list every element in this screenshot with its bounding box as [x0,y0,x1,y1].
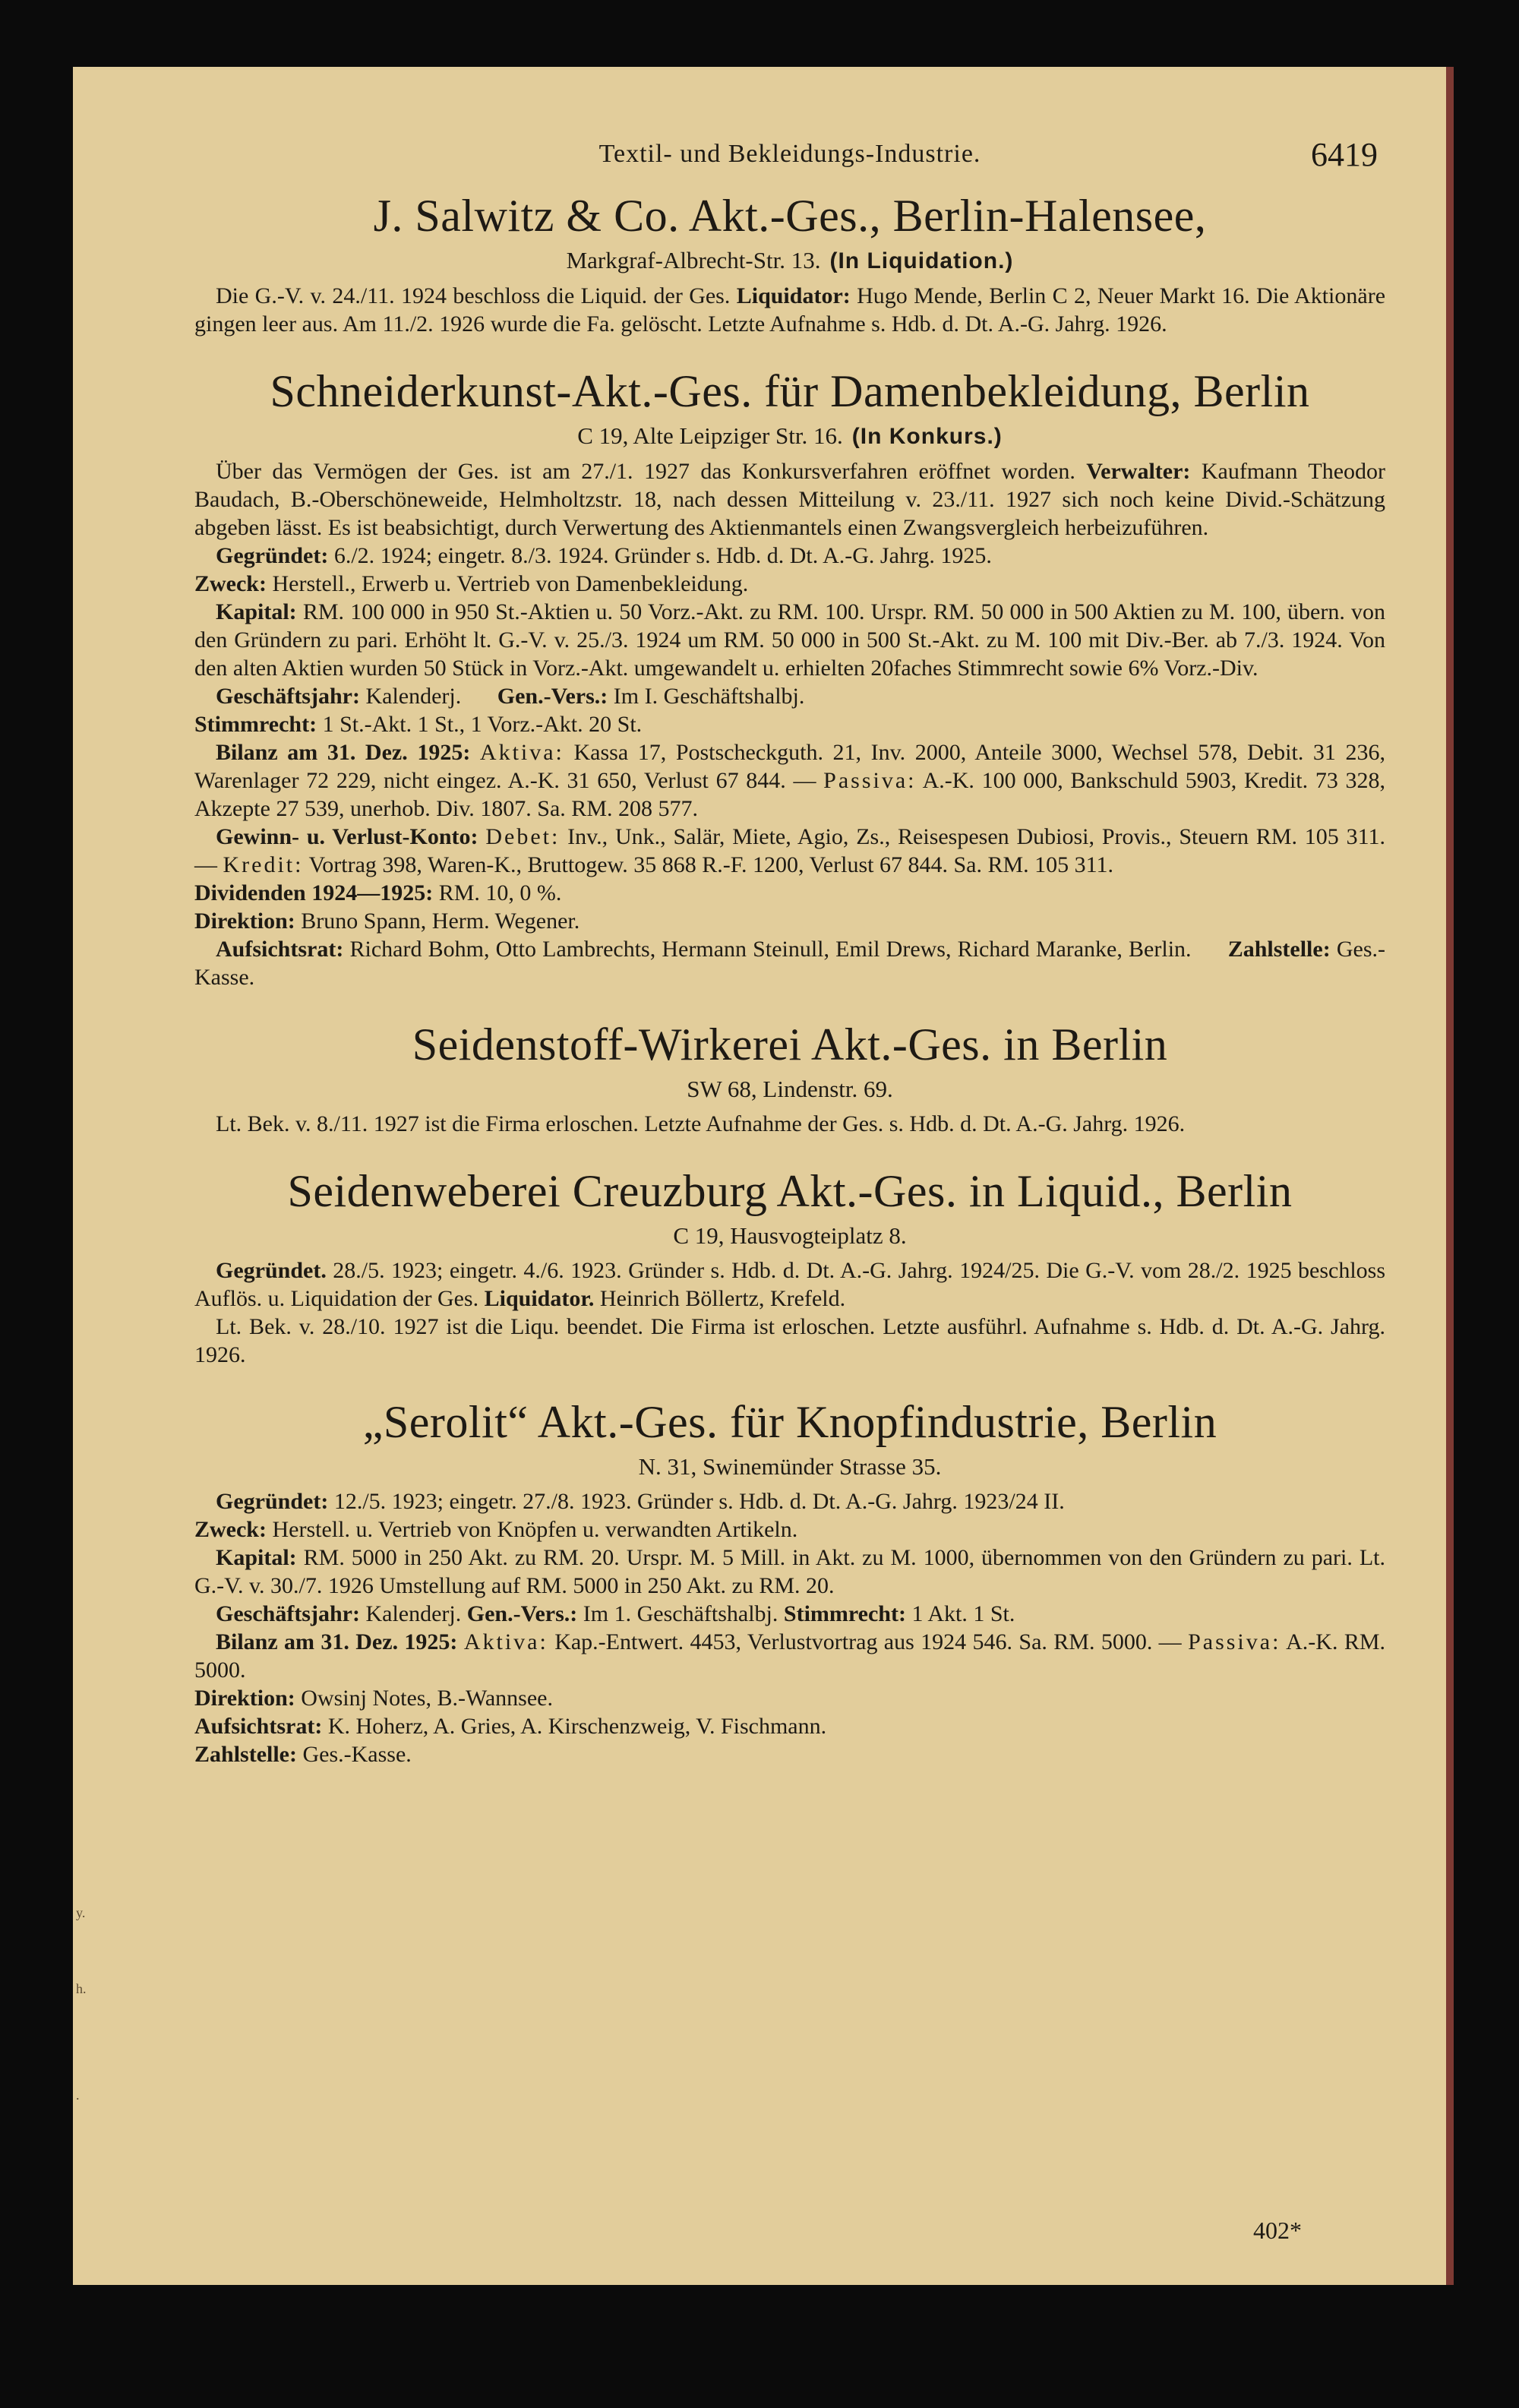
company-address-line [194,245,1385,277]
entry-paragraph [194,282,1385,338]
company-title: „Serolit“ Akt.-Ges. für Knopfindustrie, Berlin [362,1397,1217,1447]
company-address: C 19, Hausvogteiplatz 8. [673,1222,907,1249]
field-label: Gegründet: [216,543,329,568]
company-entry-salwitz [194,188,1385,338]
field-value: Ges.-Kasse. [194,937,1386,990]
field-label: Geschäftsjahr: [216,1601,360,1626]
field-label: Liquidator. [484,1286,595,1311]
company-entry-creuzburg [194,1164,1385,1369]
company-address: N. 31, Swinemünder Strasse 35. [638,1453,942,1480]
field-label: Zweck: [194,571,267,596]
paragraph-text: Über das Vermögen der Ges. ist am 27./1. 1927 das Konkursverfahren eröffnet worden. [216,459,1075,484]
entry-paragraph: Lt. Bek. v. 28./10. 1927 ist die Liqu. beendet. Die Firma ist erloschen. Letzte ausführl. Aufnahme s. Hdb. d. Dt. A.-G. Jahrg. 1926. [194,1314,1385,1367]
field-label: Zahlstelle: [1227,937,1331,962]
field-label: Gewinn- u. Verlust-Konto: [216,824,478,849]
field-label: Aufsichtsrat: [194,1714,323,1739]
field-value: Herstell. u. Vertrieb von Knöpfen u. verwandten Artikeln. [272,1517,798,1542]
field-value: Heinrich Böllertz, Krefeld. [599,1286,846,1311]
field-value: Kalenderj. [365,1601,462,1626]
field-label: Gegründet: [216,1489,329,1514]
company-title: Seidenweberei Creuzburg Akt.-Ges. in Liquid., Berlin [287,1166,1293,1216]
field-founded [194,1487,1385,1544]
status-note: (In Liquidation.) [829,248,1014,273]
field-label: Direktion: [194,1686,295,1711]
field-value: Im 1. Geschäftshalbj. [583,1601,778,1626]
company-address: SW 68, Lindenstr. 69. [687,1076,893,1102]
field-value: 28./5. 1923; eingetr. 4./6. 1923. Gründer s. Hdb. d. Dt. A.-G. Jahrg. 1924/25. Die G.-V. vom 28./2. 1925 beschloss Auflös. u. Liquidation der Ges. [194,1258,1386,1311]
field-value: K. Hoherz, A. Gries, A. Kirschenzweig, V. Fischmann. [327,1714,827,1739]
company-title: Schneiderkunst-Akt.-Ges. für Damenbekleidung, Berlin [270,366,1310,416]
field-label: Passiva: [1188,1629,1281,1654]
running-title: Textil- und Bekleidungs-Industrie. [598,140,981,168]
company-title: Seidenstoff-Wirkerei Akt.-Ges. in Berlin [412,1019,1168,1070]
field-board [194,935,1385,991]
paragraph-text: Kaufmann Theodor Baudach, B.-Oberschöneweide, Helmholtzstr. 18, nach dessen Mitteilung v. 23./11. 1927 sich noch keine Divid.-Schätzung abgeben lässt. Es ist beabsichtigt, durch Verwertung des Aktienmantels einen Zwangsvergleich herbeizuführen. [194,459,1386,540]
field-label: Stimmrecht: [194,712,317,737]
field-label: Liquidator: [736,283,851,308]
field-label: Zahlstelle: [194,1742,297,1767]
margin-fragment: . [76,2087,80,2103]
field-label: Passiva: [823,768,917,793]
company-address-line [194,420,1385,453]
company-title: J. Salwitz & Co. Akt.-Ges., Berlin-Halensee, [373,191,1207,241]
field-value: Kalenderj. [365,684,462,709]
field-label: Aktiva: [463,1629,548,1654]
book-page [73,67,1446,2285]
field-fiscal-year [194,682,1385,738]
field-value: Herstell., Erwerb u. Vertrieb von Damenbekleidung. [272,571,749,596]
field-label: Gegründet. [216,1258,327,1283]
field-balance [194,1628,1385,1768]
status-note: (In Konkurs.) [851,424,1003,449]
entry-paragraph: Lt. Bek. v. 8./11. 1927 ist die Firma erloschen. Letzte Aufnahme der Ges. s. Hdb. d. Dt. A.-G. Jahrg. 1926. [216,1111,1186,1136]
field-fiscal-year [194,1600,1385,1628]
field-value: 6./2. 1924; eingetr. 8./3. 1924. Gründer s. Hdb. d. Dt. A.-G. Jahrg. 1925. [333,543,992,568]
field-balance [194,738,1385,823]
field-value: Richard Bohm, Otto Lambrechts, Hermann Steinull, Emil Drews, Richard Maranke, Berlin. [349,937,1192,962]
field-label: Kapital: [216,599,297,624]
field-value: Kassa 17, Postscheckguth. 21, Inv. 2000, Anteile 3000, Wechsel 578, Debit. 31 236, Warenlager 72 229, nicht eingez. A.-K. 31 650, Verlust 67 844. — [194,740,1386,793]
signature-mark: 402* [1253,2217,1302,2244]
book-spine-edge [1446,67,1454,2285]
field-label: Gen.-Vers.: [497,684,608,709]
field-label: Zweck: [194,1517,267,1542]
field-value: RM. 5000 in 250 Akt. zu RM. 20. Urspr. M. 5 Mill. in Akt. zu M. 1000, übernommen von den Gründern zu pari. Lt. G.-V. v. 30./7. 1926 Umstellung auf RM. 5000 in 250 Akt. zu RM. 20. [194,1545,1385,1598]
field-label: Bilanz am 31. Dez. 1925: [216,740,471,765]
paragraph-text: Die G.-V. v. 24./11. 1924 beschloss die Liquid. der Ges. [216,283,731,308]
company-address: C 19, Alte Leipziger Str. 16. [577,422,843,449]
field-profit-loss [194,823,1385,935]
field-founded [194,1256,1385,1313]
field-founded [194,542,1385,598]
field-value: RM. 10, 0 %. [438,880,562,905]
field-label: Stimmrecht: [783,1601,906,1626]
field-label: Geschäftsjahr: [216,684,360,709]
margin-fragment: y. [76,1905,86,1920]
field-value: Bruno Spann, Herm. Wegener. [301,909,580,934]
field-label: Dividenden 1924—1925: [194,880,434,905]
field-value: RM. 100 000 in 950 St.-Aktien u. 50 Vorz.-Akt. zu RM. 100. Urspr. RM. 50 000 in 500 Aktien zu M. 100, übern. von den Gründern zu pari. Erhöht lt. G.-V. v. 25./3. 1924 um RM. 50 000 in 500 St.-Akt. zu M. 100 mit Div.-Ber. ab 7./3. 1924. Von den alten Aktien wurden 50 Stück in Vorz.-Akt. umgewandelt u. erhielten 20faches Stimmrecht sowie 6% Vorz.-Div. [194,599,1385,681]
field-label: Direktion: [194,909,295,934]
field-value: A.-K. RM. 5000. [194,1629,1385,1683]
field-value: 1 St.-Akt. 1 St., 1 Vorz.-Akt. 20 St. [322,712,643,737]
paragraph-text: Hugo Mende, Berlin C 2, Neuer Markt 16. Die Aktionäre gingen leer aus. Am 11./2. 1926 wurde die Fa. gelöscht. Letzte Aufnahme s. Hdb. d. Dt. A.-G. Jahrg. 1926. [194,283,1386,337]
page-number: 6419 [1311,136,1378,173]
running-header [194,135,1385,184]
field-value: A.-K. 100 000, Bankschuld 5903, Kredit. 73 328, Akzepte 27 539, unerhob. Div. 1807. Sa. RM. 208 577. [194,768,1386,821]
field-label: Bilanz am 31. Dez. 1925: [216,1629,458,1654]
field-value: Vortrag 398, Waren-K., Bruttogew. 35 868 R.-F. 1200, Verlust 67 844. Sa. RM. 105 311. [308,852,1114,877]
field-capital [194,1544,1385,1600]
entry-paragraph [194,457,1385,542]
company-entry-seidenstoff [194,1017,1385,1138]
company-entry-serolit [194,1395,1385,1768]
field-value: 12./5. 1923; eingetr. 27./8. 1923. Gründer s. Hdb. d. Dt. A.-G. Jahrg. 1923/24 II. [333,1489,1065,1514]
field-capital [194,598,1385,682]
field-label: Aktiva: [479,740,564,765]
field-label: Kapital: [216,1545,297,1570]
field-value: Ges.-Kasse. [302,1742,412,1767]
field-label: Aufsichtsrat: [216,937,344,962]
company-entry-schneiderkunst [194,364,1385,991]
company-address: Markgraf-Albrecht-Str. 13. [566,247,821,273]
field-value: Kap.-Entwert. 4453, Verlustvortrag aus 1924 546. Sa. RM. 5000. — [554,1629,1182,1654]
field-value: Inv., Unk., Salär, Miete, Agio, Zs., Reisespesen Dubiosi, Provis., Steuern RM. 105 311. — [194,824,1385,877]
field-value: Owsinj Notes, B.-Wannsee. [301,1686,553,1711]
field-label: Verwalter: [1086,459,1191,484]
field-label: Gen.-Vers.: [466,1601,578,1626]
field-label: Debet: [485,824,561,849]
field-value: Im I. Geschäftshalbj. [613,684,805,709]
field-value: 1 Akt. 1 St. [911,1601,1015,1626]
margin-fragment: h. [76,1981,87,1996]
field-label: Kredit: [223,852,304,877]
